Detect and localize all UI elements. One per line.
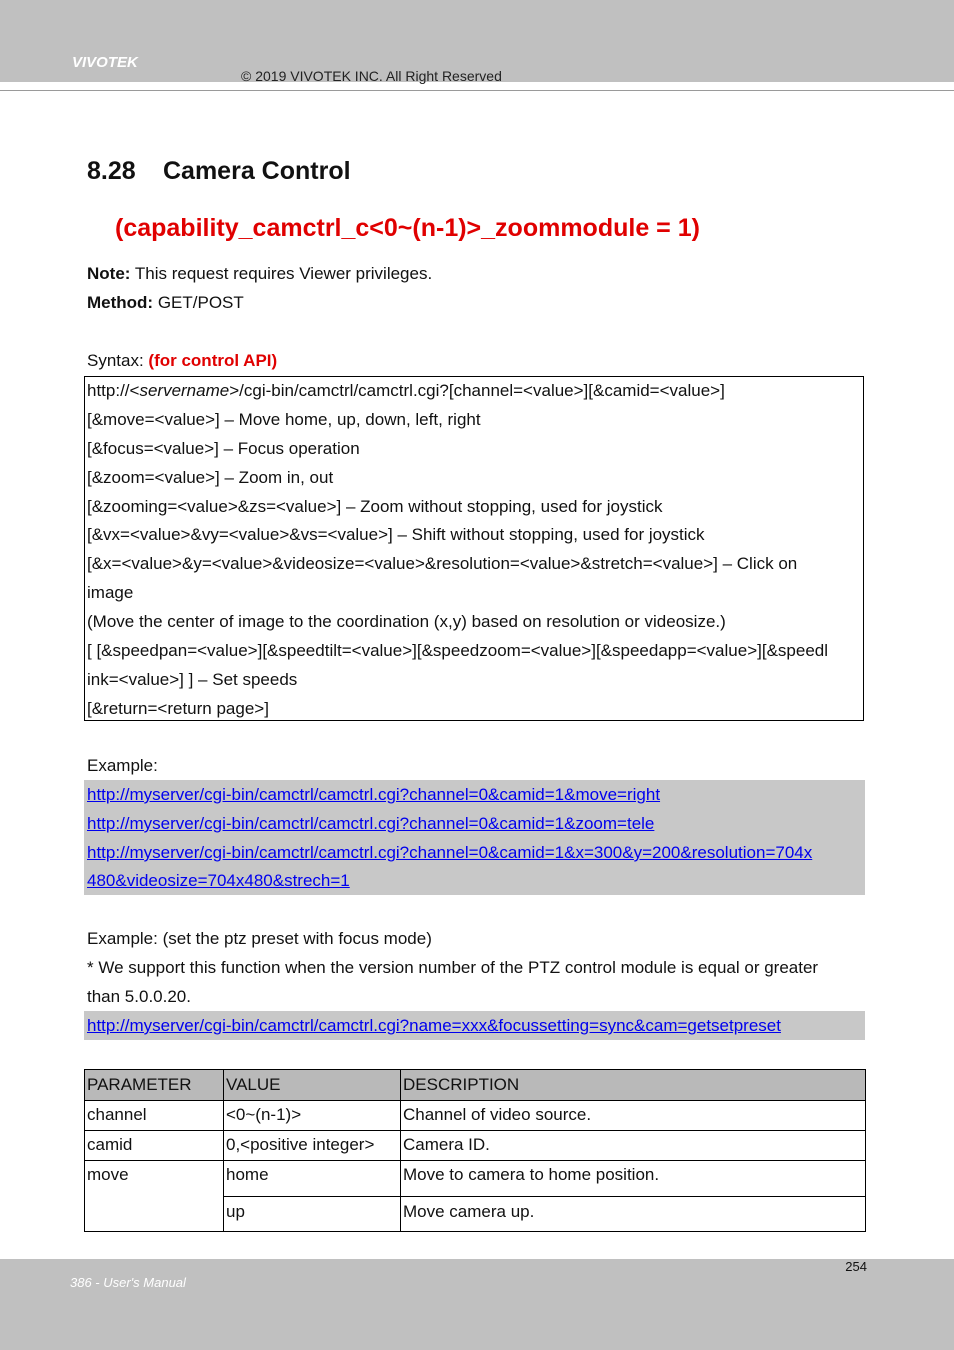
- syntax-line: ink=<value>] ] – Set speeds: [87, 670, 298, 689]
- page-number: 254: [845, 1259, 867, 1274]
- manual-label: 386 - User's Manual: [70, 1275, 186, 1290]
- syntax-label-line: [87, 351, 277, 371]
- example-preset-note: than 5.0.0.20.: [87, 987, 191, 1006]
- capability-heading: (capability_camctrl_c<0~(n-1)>_zoommodule = 1): [115, 214, 700, 242]
- table-row: [85, 1131, 866, 1161]
- syntax-servername: servername: [139, 381, 230, 400]
- syntax-line: [&return=<return page>]: [87, 699, 269, 718]
- note-line: [87, 264, 432, 284]
- example-link[interactable]: http://myserver/cgi-bin/camctrl/camctrl.cgi?channel=0&camid=1&x=300&y=200&resolution=704x: [87, 843, 813, 862]
- example-link[interactable]: 480&videosize=704x480&strech=1: [87, 871, 350, 890]
- table-cell: up: [224, 1196, 401, 1232]
- syntax-line: [&zoom=<value>] – Zoom in, out: [87, 468, 334, 487]
- note-label: Note:: [87, 264, 131, 283]
- table-header-cell: PARAMETER: [85, 1070, 224, 1101]
- syntax-box: [84, 376, 864, 721]
- syntax-line: [&focus=<value>] – Focus operation: [87, 439, 360, 458]
- table-cell: 0,<positive integer>: [224, 1131, 401, 1161]
- syntax-url-rest: >/cgi-bin/camctrl/camctrl.cgi?[channel=<value>][&camid=<value>]: [229, 381, 725, 400]
- copyright-text: © 2019 VIVOTEK INC. All Right Reserved: [241, 68, 502, 84]
- example-label: Example:: [87, 756, 158, 775]
- method-line: [87, 293, 244, 313]
- example-link[interactable]: http://myserver/cgi-bin/camctrl/camctrl.cgi?channel=0&camid=1&zoom=tele: [87, 814, 655, 833]
- parameter-table: [84, 1069, 866, 1232]
- table-cell: Channel of video source.: [401, 1101, 866, 1131]
- table-cell: channel: [85, 1101, 224, 1131]
- method-label: Method:: [87, 293, 154, 312]
- syntax-url-prefix: http://<: [87, 381, 140, 400]
- syntax-label: Syntax:: [87, 351, 149, 370]
- brand-logo: VIVOTEK: [72, 54, 138, 71]
- header-divider: [0, 90, 954, 91]
- section-title: Camera Control: [163, 157, 351, 185]
- table-cell: Move to camera to home position.: [401, 1161, 866, 1197]
- syntax-line: [&x=<value>&y=<value>&videosize=<value>&resolution=<value>&stretch=<value>] – Click on: [87, 554, 798, 573]
- example-box: [84, 780, 865, 895]
- example-preset-link[interactable]: http://myserver/cgi-bin/camctrl/camctrl.cgi?name=xxx&focussetting=sync&cam=getsetpreset: [87, 1016, 781, 1035]
- syntax-line: [&move=<value>] – Move home, up, down, left, right: [87, 410, 481, 429]
- syntax-line: (Move the center of image to the coordination (x,y) based on resolution or videosize.): [87, 612, 726, 631]
- section-heading: [87, 157, 351, 186]
- syntax-url-line: [87, 381, 725, 401]
- example-preset-box: [84, 1011, 865, 1040]
- note-text: This request requires Viewer privileges.: [130, 264, 433, 283]
- page-footer: [0, 1259, 954, 1350]
- table-row: [85, 1161, 866, 1197]
- syntax-qualifier: (for control API): [148, 351, 278, 370]
- example-link[interactable]: http://myserver/cgi-bin/camctrl/camctrl.cgi?channel=0&camid=1&move=right: [87, 785, 661, 804]
- syntax-line: [ [&speedpan=<value>][&speedtilt=<value>][&speedzoom=<value>][&speedapp=<value>][&speedl: [87, 641, 829, 660]
- table-header-row: [85, 1070, 866, 1101]
- table-row: [85, 1101, 866, 1131]
- syntax-line: [&zooming=<value>&zs=<value>] – Zoom without stopping, used for joystick: [87, 497, 663, 516]
- table-cell: home: [224, 1161, 401, 1197]
- table-cell: <0~(n-1)>: [224, 1101, 401, 1131]
- table-header-cell: DESCRIPTION: [401, 1070, 866, 1101]
- section-number: 8.28: [87, 157, 136, 185]
- syntax-line: [&vx=<value>&vy=<value>&vs=<value>] – Shift without stopping, used for joystick: [87, 525, 705, 544]
- table-cell: camid: [85, 1131, 224, 1161]
- table-cell: Move camera up.: [401, 1196, 866, 1232]
- method-text: GET/POST: [153, 293, 244, 312]
- table-header-cell: VALUE: [224, 1070, 401, 1101]
- example-preset-label: Example: (set the ptz preset with focus mode): [87, 929, 432, 948]
- table-cell: move: [85, 1161, 224, 1232]
- table-cell: Camera ID.: [401, 1131, 866, 1161]
- example-preset-note: * We support this function when the version number of the PTZ control module is equal or greater: [87, 958, 819, 977]
- syntax-line: image: [87, 583, 134, 602]
